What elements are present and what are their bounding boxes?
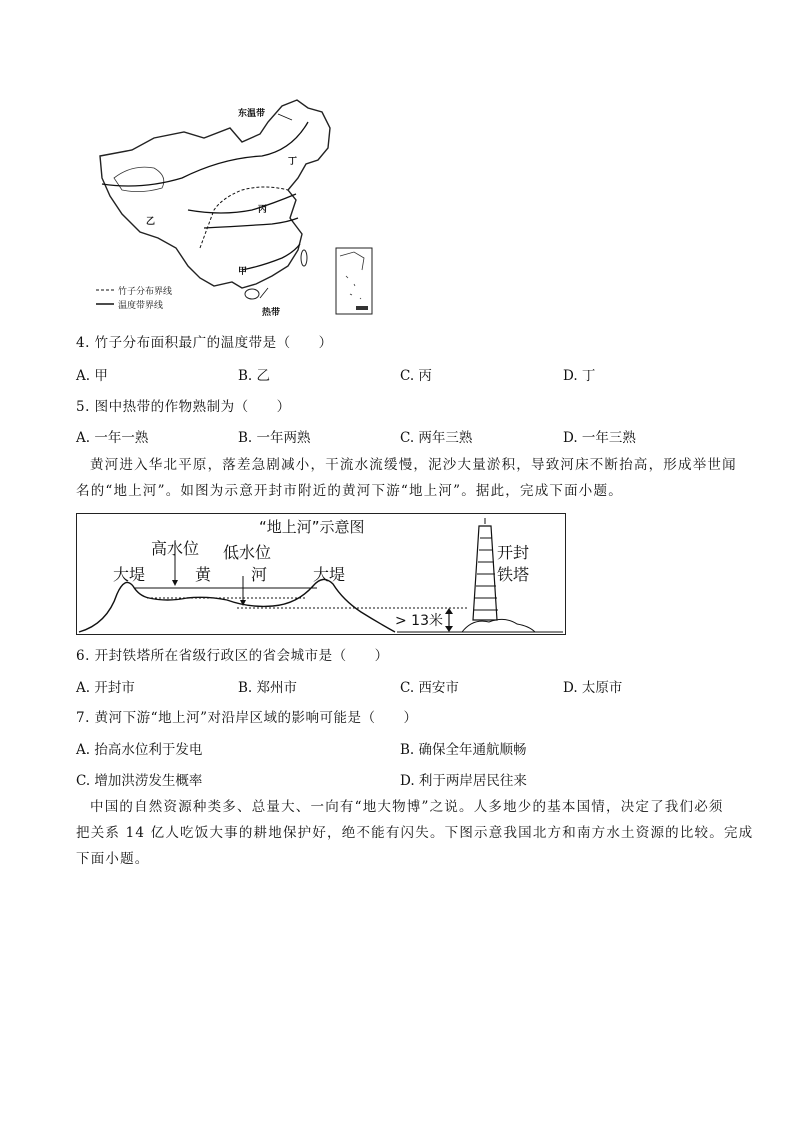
above-ground-river-diagram — [76, 513, 566, 635]
label-he: 河 — [251, 565, 268, 584]
question-5-stem: 5. 图中热带的作物熟制为（ ） — [76, 399, 291, 415]
temp-boundary-3 — [204, 218, 298, 228]
label-tower-line-2: 铁塔 — [497, 565, 530, 584]
taiwan-island — [301, 250, 307, 266]
q4-option-a[interactable]: A. 甲 — [76, 368, 108, 384]
q6-option-b[interactable]: B. 郑州市 — [238, 680, 298, 696]
q7-option-b[interactable]: B. 确保全年通航顺畅 — [400, 742, 527, 758]
passage-2-line-1: 中国的自然资源种类多、总量大、一向有“地大物博”之说。人多地少的基本国情，决定了我们必须 — [90, 799, 724, 815]
q7-option-a[interactable]: A. 抬高水位利于发电 — [76, 742, 203, 758]
passage-1 — [76, 452, 737, 504]
map-label-yi: 乙 — [146, 217, 156, 227]
map-label-temperate: 东温带 — [238, 109, 266, 119]
bamboo-boundary — [200, 187, 288, 248]
label-height: > 13米 — [395, 613, 443, 629]
label-dike-right: 大堤 — [313, 565, 346, 584]
label-low-water: 低水位 — [223, 543, 272, 562]
passage-2-line-2: 把关系 14 亿人吃饭大事的耕地保护好，绝不能有闪失。下图示意我国北方和南方水土资源的比较。完成 — [76, 825, 754, 841]
iron-tower-drawing — [473, 518, 498, 620]
label-dike-left: 大堤 — [113, 565, 146, 584]
temp-boundary-1 — [102, 122, 308, 186]
map-label-jia: 甲 — [238, 267, 248, 277]
passage-1-line-1: 黄河进入华北平原，落差急剧减小，干流水流缓慢，泥沙大量淤积，导致河床不断抬高，形成举世闻 — [90, 457, 737, 473]
china-temperature-zone-map — [92, 98, 382, 320]
passage-1-line-2: 名的“地上河”。如图为示意开封市附近的黄河下游“地上河”。据此，完成下面小题。 — [76, 483, 623, 499]
q5-option-c[interactable]: C. 两年三熟 — [400, 430, 473, 446]
q5-option-b[interactable]: B. 一年两熟 — [238, 430, 311, 446]
q4-option-c[interactable]: C. 丙 — [400, 368, 432, 384]
temp-boundary-2 — [188, 194, 296, 213]
q6-option-c[interactable]: C. 西安市 — [400, 680, 459, 696]
temp-boundary-4 — [242, 244, 300, 270]
question-4-stem: 4. 竹子分布面积最广的温度带是（ ） — [76, 335, 333, 351]
map-label-tropical: 热带 — [262, 308, 281, 318]
q4-option-b[interactable]: B. 乙 — [238, 368, 271, 384]
passage-2 — [76, 794, 754, 872]
q6-option-d[interactable]: D. 太原市 — [563, 680, 623, 696]
label-huang: 黄 — [195, 565, 212, 584]
label-tower-line-1: 开封 — [497, 543, 530, 562]
diagram-title: “地上河”示意图 — [259, 518, 365, 536]
legend-temperature-label: 温度带界线 — [118, 301, 164, 311]
map-label-bing: 丙 — [258, 205, 268, 215]
passage-2-line-3: 下面小题。 — [76, 851, 150, 867]
q5-option-d[interactable]: D. 一年三熟 — [563, 430, 636, 446]
legend-bamboo-label: 竹子分布界线 — [118, 287, 173, 297]
question-6-stem: 6. 开封铁塔所在省级行政区的省会城市是（ ） — [76, 648, 389, 664]
q4-option-d[interactable]: D. 丁 — [563, 368, 596, 384]
q5-option-a[interactable]: A. 一年一熟 — [76, 430, 149, 446]
south-china-sea-inset — [336, 248, 372, 314]
q7-option-d[interactable]: D. 利于两岸居民往来 — [400, 773, 527, 789]
basin-outline — [114, 167, 164, 191]
q7-option-c[interactable]: C. 增加洪涝发生概率 — [76, 773, 203, 789]
map-label-ding: 丁 — [288, 157, 298, 167]
q6-option-a[interactable]: A. 开封市 — [76, 680, 135, 696]
riverbed-profile — [79, 579, 395, 632]
hainan-island — [245, 289, 259, 299]
label-high-water: 高水位 — [151, 539, 200, 558]
question-7-stem: 7. 黄河下游“地上河”对沿岸区域的影响可能是（ ） — [76, 710, 418, 726]
